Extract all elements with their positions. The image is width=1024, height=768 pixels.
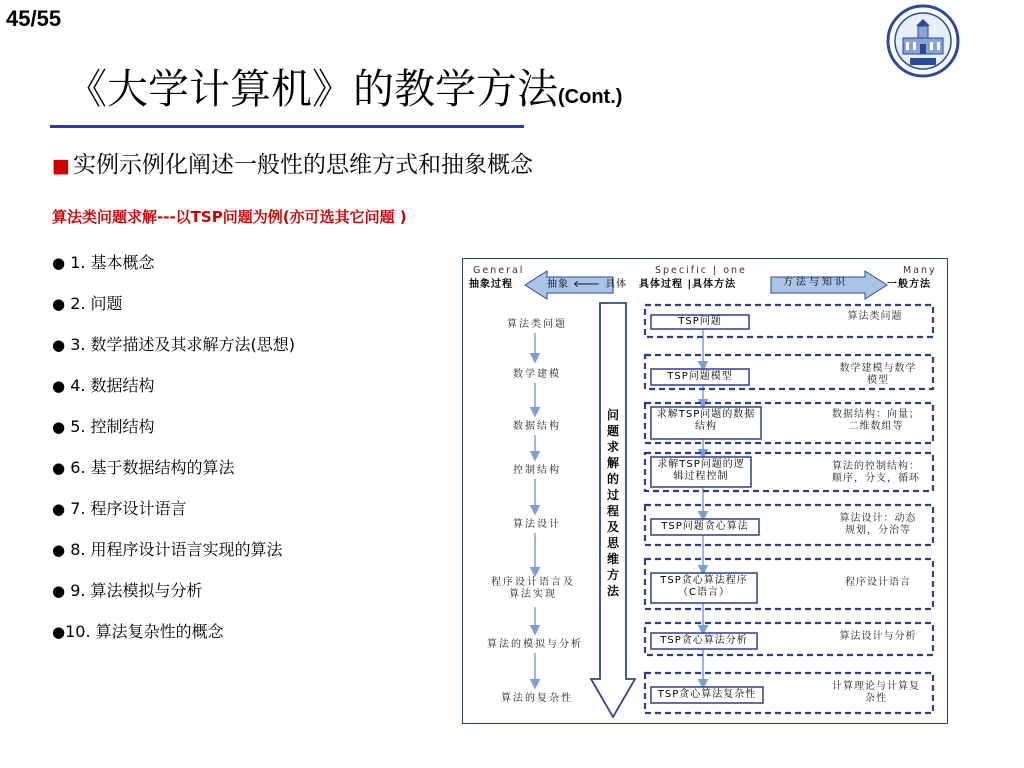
bullet-item: ● 7. 程序设计语言: [52, 499, 187, 518]
header-specific-process: 具体过程 |具体方法: [639, 279, 737, 290]
left-step: 算法的复杂性: [501, 693, 573, 704]
right-label: 数据结构：向量； 二维数组等: [832, 409, 920, 432]
right-label: 算法设计与分析: [839, 631, 917, 642]
bullet-item: ● 6. 基于数据结构的算法: [52, 458, 235, 477]
bullet-item: ● 4. 数据结构: [52, 376, 155, 395]
subtitle: [52, 146, 533, 179]
mid-box-text: TSP问题模型: [667, 371, 733, 382]
header-general: General: [473, 265, 525, 276]
right-label: 数学建模与数学 模型: [839, 363, 917, 386]
topic-line: 算法类问题求解---以TSP问题为例(亦可选其它问题 ): [52, 208, 407, 226]
header-arrow-right-label: 方法与知识: [783, 277, 848, 288]
bullet-dot-icon: ●: [52, 500, 66, 518]
bullet-dot-icon: ●: [52, 459, 66, 477]
header-abstract-process: 抽象过程: [469, 279, 513, 290]
right-label: 程序设计语言: [845, 577, 911, 588]
bullet-dot-icon: ●: [52, 336, 66, 354]
mid-box-text: TSP问题: [678, 316, 722, 327]
right-label: 算法设计：动态 规划，分治等: [839, 513, 917, 536]
right-label: 算法的控制结构： 顺序，分支，循环: [832, 461, 920, 484]
mid-box-text: TSP贪心算法复杂性: [657, 689, 757, 700]
left-step: 数据结构: [513, 421, 561, 432]
mid-box-text: TSP贪心算法分析: [660, 635, 748, 646]
mid-box-text: TSP问题贪心算法: [661, 521, 749, 532]
square-bullet-icon: ■: [52, 155, 70, 177]
left-step: 算法类问题: [507, 319, 567, 330]
left-step: 算法的模拟与分析: [487, 639, 583, 650]
slide-title: [66, 56, 622, 115]
university-logo: [886, 4, 960, 78]
mid-box-text: 求解TSP问题的逻 辑过程控制: [657, 459, 745, 482]
bullet-item: ● 5. 控制结构: [52, 417, 155, 436]
bullet-item: ●10. 算法复杂性的概念: [52, 622, 224, 641]
problem-solving-diagram: [462, 258, 948, 724]
title-main: 《大学计算机》的教学方法: [66, 65, 558, 113]
bullet-dot-icon: ●: [52, 377, 66, 395]
header-many: Many: [903, 265, 937, 276]
bullet-item: ● 3. 数学描述及其求解方法(思想): [52, 335, 296, 354]
bullet-item: ● 8. 用程序设计语言实现的算法: [52, 540, 283, 559]
bullet-dot-icon: ●: [52, 418, 66, 436]
left-step: 算法设计: [513, 519, 561, 530]
left-step: 控制结构: [513, 465, 561, 476]
header-arrow-left-label: 抽象 🡐 具体: [547, 279, 628, 290]
vertical-process-label: 问题求解的过程及思维方法: [606, 408, 619, 598]
mid-box-text: TSP贪心算法程序 （C语言）: [660, 575, 748, 598]
bullet-dot-icon: ●: [52, 623, 66, 641]
subtitle-text: 实例示例化阐述一般性的思维方式和抽象概念: [72, 152, 533, 178]
right-label: 计算理论与计算复 杂性: [832, 681, 920, 704]
bullet-item: ● 9. 算法模拟与分析: [52, 581, 203, 600]
right-label: 算法类问题: [847, 311, 903, 322]
title-underline: [50, 125, 524, 128]
bullet-dot-icon: ●: [52, 254, 66, 272]
bullet-item: ● 2. 问题: [52, 294, 123, 313]
left-step: 程序设计语言及 算法实现: [491, 577, 575, 600]
header-specific: Specific | one: [655, 265, 747, 276]
bullet-dot-icon: ●: [52, 582, 66, 600]
left-step: 数学建模: [513, 369, 561, 380]
page-number: 45/55: [6, 6, 62, 31]
header-general-method: 一般方法: [887, 279, 931, 290]
bullet-dot-icon: ●: [52, 541, 66, 559]
bullet-item: ● 1. 基本概念: [52, 253, 155, 272]
title-suffix: (Cont.): [558, 86, 623, 108]
bullet-dot-icon: ●: [52, 295, 66, 313]
mid-box-text: 求解TSP问题的数据 结构: [656, 409, 756, 432]
